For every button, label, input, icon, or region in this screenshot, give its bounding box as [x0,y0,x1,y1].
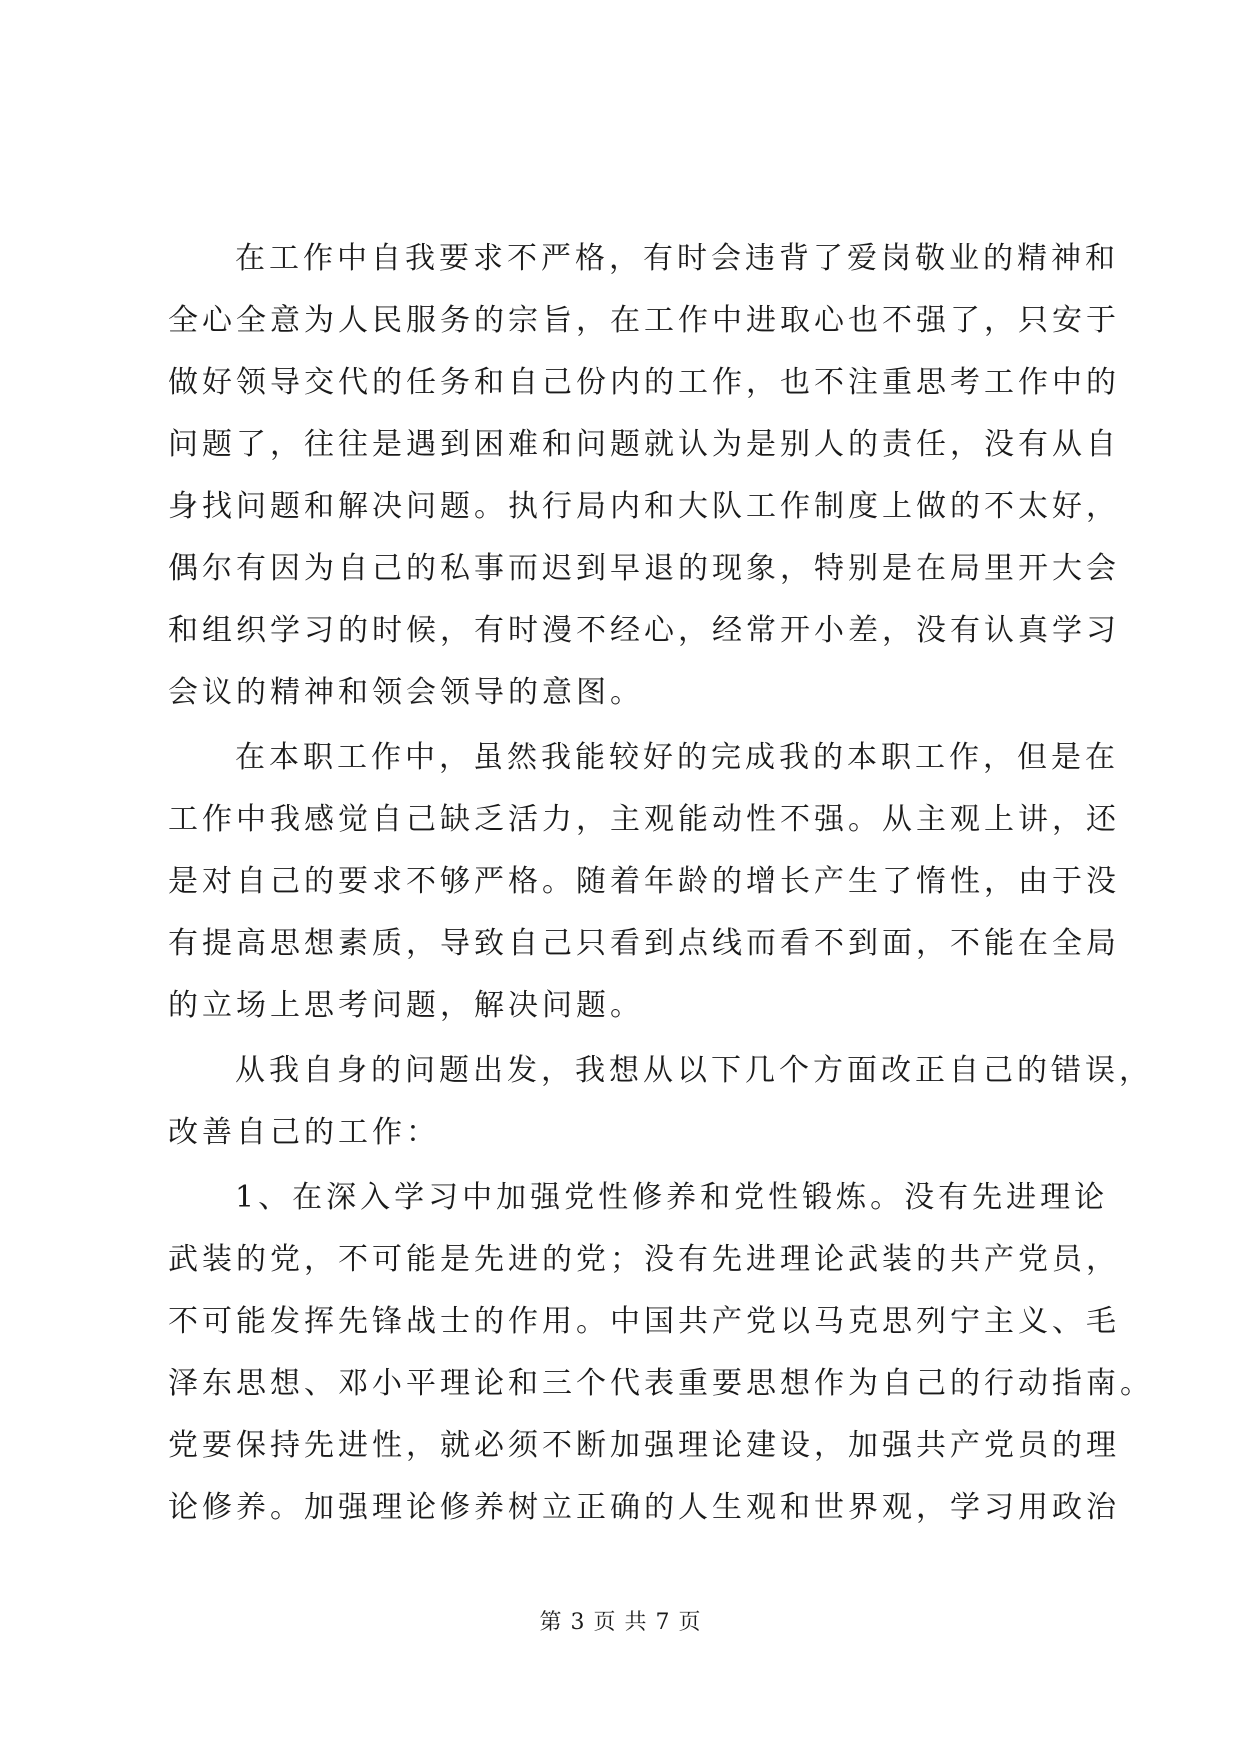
paragraph [168,1167,1154,1539]
text-line: 会议的精神和领会领导的意图。 [168,675,644,710]
text-line: 和组织学习的时候，有时漫不经心，经常开小差，没有认真学习 [168,613,1120,648]
text-line: 的立场上思考问题，解决问题。 [168,988,644,1023]
text-line: 从我自身的问题出发，我想从以下几个方面改正自己的错误， [235,1053,1153,1088]
text-line: 问题了，往往是遇到困难和问题就认为是别人的责任，没有从自 [168,427,1120,462]
paragraph [168,1040,1153,1164]
text-line: 在本职工作中，虽然我能较好的完成我的本职工作，但是在 [235,740,1119,775]
paragraph [168,228,1120,724]
text-line: 有提高思想素质，导致自己只看到点线而看不到面，不能在全局 [168,926,1120,961]
text-line: 泽东思想、邓小平理论和三个代表重要思想作为自己的行动指南。 [168,1366,1154,1401]
text-line: 全心全意为人民服务的宗旨，在工作中进取心也不强了，只安于 [168,303,1120,338]
text-line: 1、在深入学习中加强党性修养和党性锻炼。没有先进理论 [235,1180,1109,1215]
paragraph [168,727,1120,1037]
page-number-footer: 第 3 页 共 7 页 [539,1610,702,1635]
text-line: 在工作中自我要求不严格，有时会违背了爱岗敬业的精神和 [235,241,1119,276]
text-line: 武装的党，不可能是先进的党；没有先进理论武装的共产党员， [168,1242,1120,1277]
text-line: 不可能发挥先锋战士的作用。中国共产党以马克思列宁主义、毛 [168,1304,1120,1339]
text-line: 改善自己的工作： [168,1115,440,1150]
text-line: 党要保持先进性，就必须不断加强理论建设，加强共产党员的理 [168,1428,1120,1463]
text-line: 身找问题和解决问题。执行局内和大队工作制度上做的不太好， [168,489,1120,524]
text-line: 做好领导交代的任务和自己份内的工作，也不注重思考工作中的 [168,365,1120,400]
text-line: 偶尔有因为自己的私事而迟到早退的现象，特别是在局里开大会 [168,551,1120,586]
text-line: 论修养。加强理论修养树立正确的人生观和世界观，学习用政治 [168,1490,1120,1525]
document-body [168,228,1154,1542]
text-line: 工作中我感觉自己缺乏活力，主观能动性不强。从主观上讲，还 [168,802,1120,837]
text-line: 是对自己的要求不够严格。随着年龄的增长产生了惰性，由于没 [168,864,1120,899]
